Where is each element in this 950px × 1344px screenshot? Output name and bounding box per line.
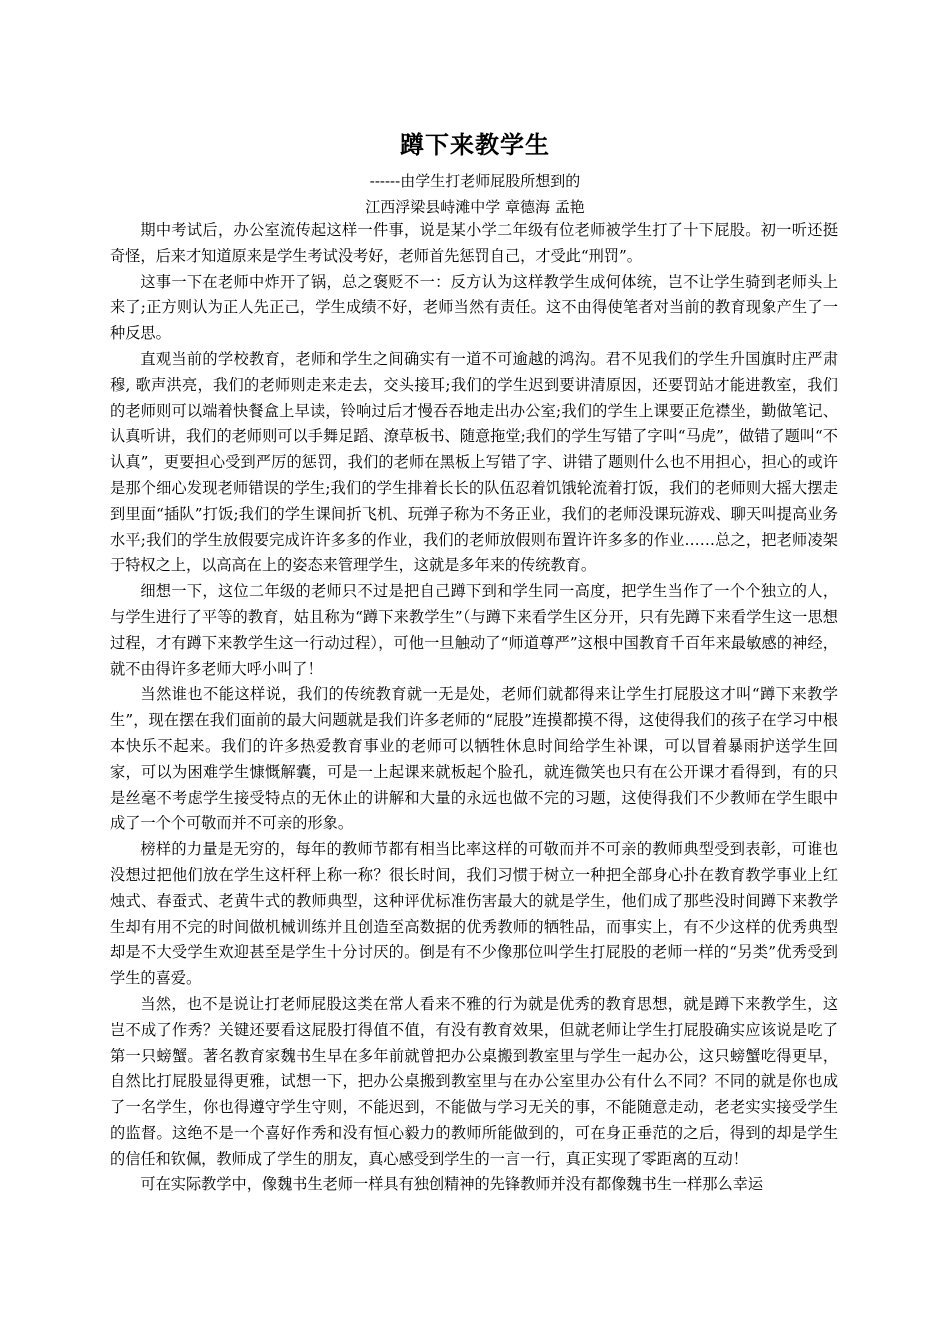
document-title: 蹲下来教学生: [400, 130, 550, 159]
body-paragraph: 期中考试后，办公室流传起这样一件事，说是某小学二年级有位老师被学生打了十下屁股。初一听还挺奇怪，后来才知道原来是学生考试没考好，老师首先惩罚自己，才受此“刑罚”。: [110, 221, 838, 265]
body-paragraph: 细想一下，这位二年级的老师只不过是把自己蹲下到和学生同一高度，把学生当作了一个个独立的人，与学生进行了平等的教育，姑且称为“蹲下来教学生”（与蹲下来看学生区分开，只有先蹲下来看学生这一思想过程，才有蹲下来教学生这一行动过程），可他一旦触动了“师道尊严”这根中国教育千百年来最敏感的神经，就不由得许多老师大呼小叫了！: [110, 582, 838, 678]
document-author: 江西浮梁县峙滩中学 章德海 孟艳: [365, 198, 585, 216]
body-paragraph: 当然谁也不能这样说，我们的传统教育就一无是处，老师们就都得来让学生打屁股这才叫“蹲下来教学生”，现在摆在我们面前的最大问题就是我们许多老师的“屁股”连摸都摸不得，这使得我们的孩子在学习中根本快乐不起来。我们的许多热爱教育事业的老师可以牺牲休息时间给学生补课，可以冒着暴雨护送学生回家，可以为困难学生慷慨解囊，可是一上起课来就板起个脸孔，就连微笑也只有在公开课才看得到，有的只是丝毫不考虑学生接受特点的无休止的讲解和大量的永远也做不完的习题，这使得我们不少教师在学生眼中成了一个个可敬而并不可亲的形象。: [110, 685, 838, 833]
body-paragraph: 榜样的力量是无穷的，每年的教师节都有相当比率这样的可敬而并不可亲的教师典型受到表彰，可谁也没想过把他们放在学生这杆秤上称一称？很长时间，我们习惯于树立一种把全部身心扑在教育教学事业上红烛式、春蚕式、老黄牛式的教师典型，这种评优标准伤害最大的就是学生，他们成了那些没时间蹲下来教学生却有用不完的时间做机械训练并且创造至高数据的优秀教师的牺牲品，而事实上，有不少这样的优秀典型却是不大受学生欢迎甚至是学生十分讨厌的。倒是有不少像那位叫学生打屁股的老师一样的“另类”优秀受到学生的喜爱。: [110, 840, 838, 988]
document-subtitle: ------由学生打老师屁股所想到的: [369, 172, 581, 190]
body-paragraph: 可在实际教学中，像魏书生老师一样具有独创精神的先锋教师并没有都像魏书生一样那么幸运: [140, 1175, 764, 1194]
body-paragraph: 直观当前的学校教育，老师和学生之间确实有一道不可逾越的鸿沟。君不见我们的学生升国旗时庄严肃穆, 歌声洪亮，我们的老师则走来走去，交头接耳;我们的学生迟到要讲清原因，还要罚站才能进教室，我们的老师则可以端着快餐盒上早读，铃响过后才慢吞吞地走出办公室;我们的学生上课要正危襟坐，勤做笔记、认真听讲，我们的老师则可以手舞足蹈、潦草板书、随意拖堂;我们的学生写错了字叫“马虎”，做错了题叫“不认真”，更要担心受到严厉的惩罚，我们的老师在黑板上写错了字、讲错了题则什么也不用担心，担心的或许是那个细心发现老师错误的学生;我们的学生排着长长的队伍忍着饥饿轮流着打饭，我们的老师则大摇大摆走到里面“插队”打饭;我们的学生课间折飞机、玩弹子称为不务正业，我们的老师没课玩游戏、聊天叫提高业务水平;我们的学生放假要完成许许多多的作业，我们的老师放假则布置许许多多的作业……总之，把老师凌架于特权之上，以高高在上的姿态来管理学生，这就是多年来的传统教育。: [110, 349, 838, 575]
body-paragraph: 当然，也不是说让打老师屁股这类在常人看来不雅的行为就是优秀的教育思想，就是蹲下来教学生，这岂不成了作秀？关键还要看这屁股打得值不值，有没有教育效果，但就老师让学生打屁股确实应该说是吃了第一只螃蟹。著名教育家魏书生早在多年前就曾把办公桌搬到教室里与学生一起办公，这只螃蟹吃得更早，自然比打屁股显得更雅，试想一下，把办公桌搬到教室里与在办公室里办公有什么不同？不同的就是你也成了一名学生，你也得遵守学生守则，不能迟到，不能做与学习无关的事，不能随意走动，老老实实接受学生的监督。这绝不是一个喜好作秀和没有恒心毅力的教师所能做到的，可在身正垂范的之后，得到的却是学生的信任和钦佩，教师成了学生的朋友，真心感受到学生的一言一行，真正实现了零距离的互动！: [110, 994, 838, 1168]
body-paragraph: 这事一下在老师中炸开了锅，总之褒贬不一：反方认为这样教学生成何体统，岂不让学生骑到老师头上来了;正方则认为正人先正己，学生成绩不好，老师当然有责任。这不由得使笔者对当前的教育现象产生了一种反思。: [110, 272, 838, 343]
document-body: [110, 218, 838, 1198]
